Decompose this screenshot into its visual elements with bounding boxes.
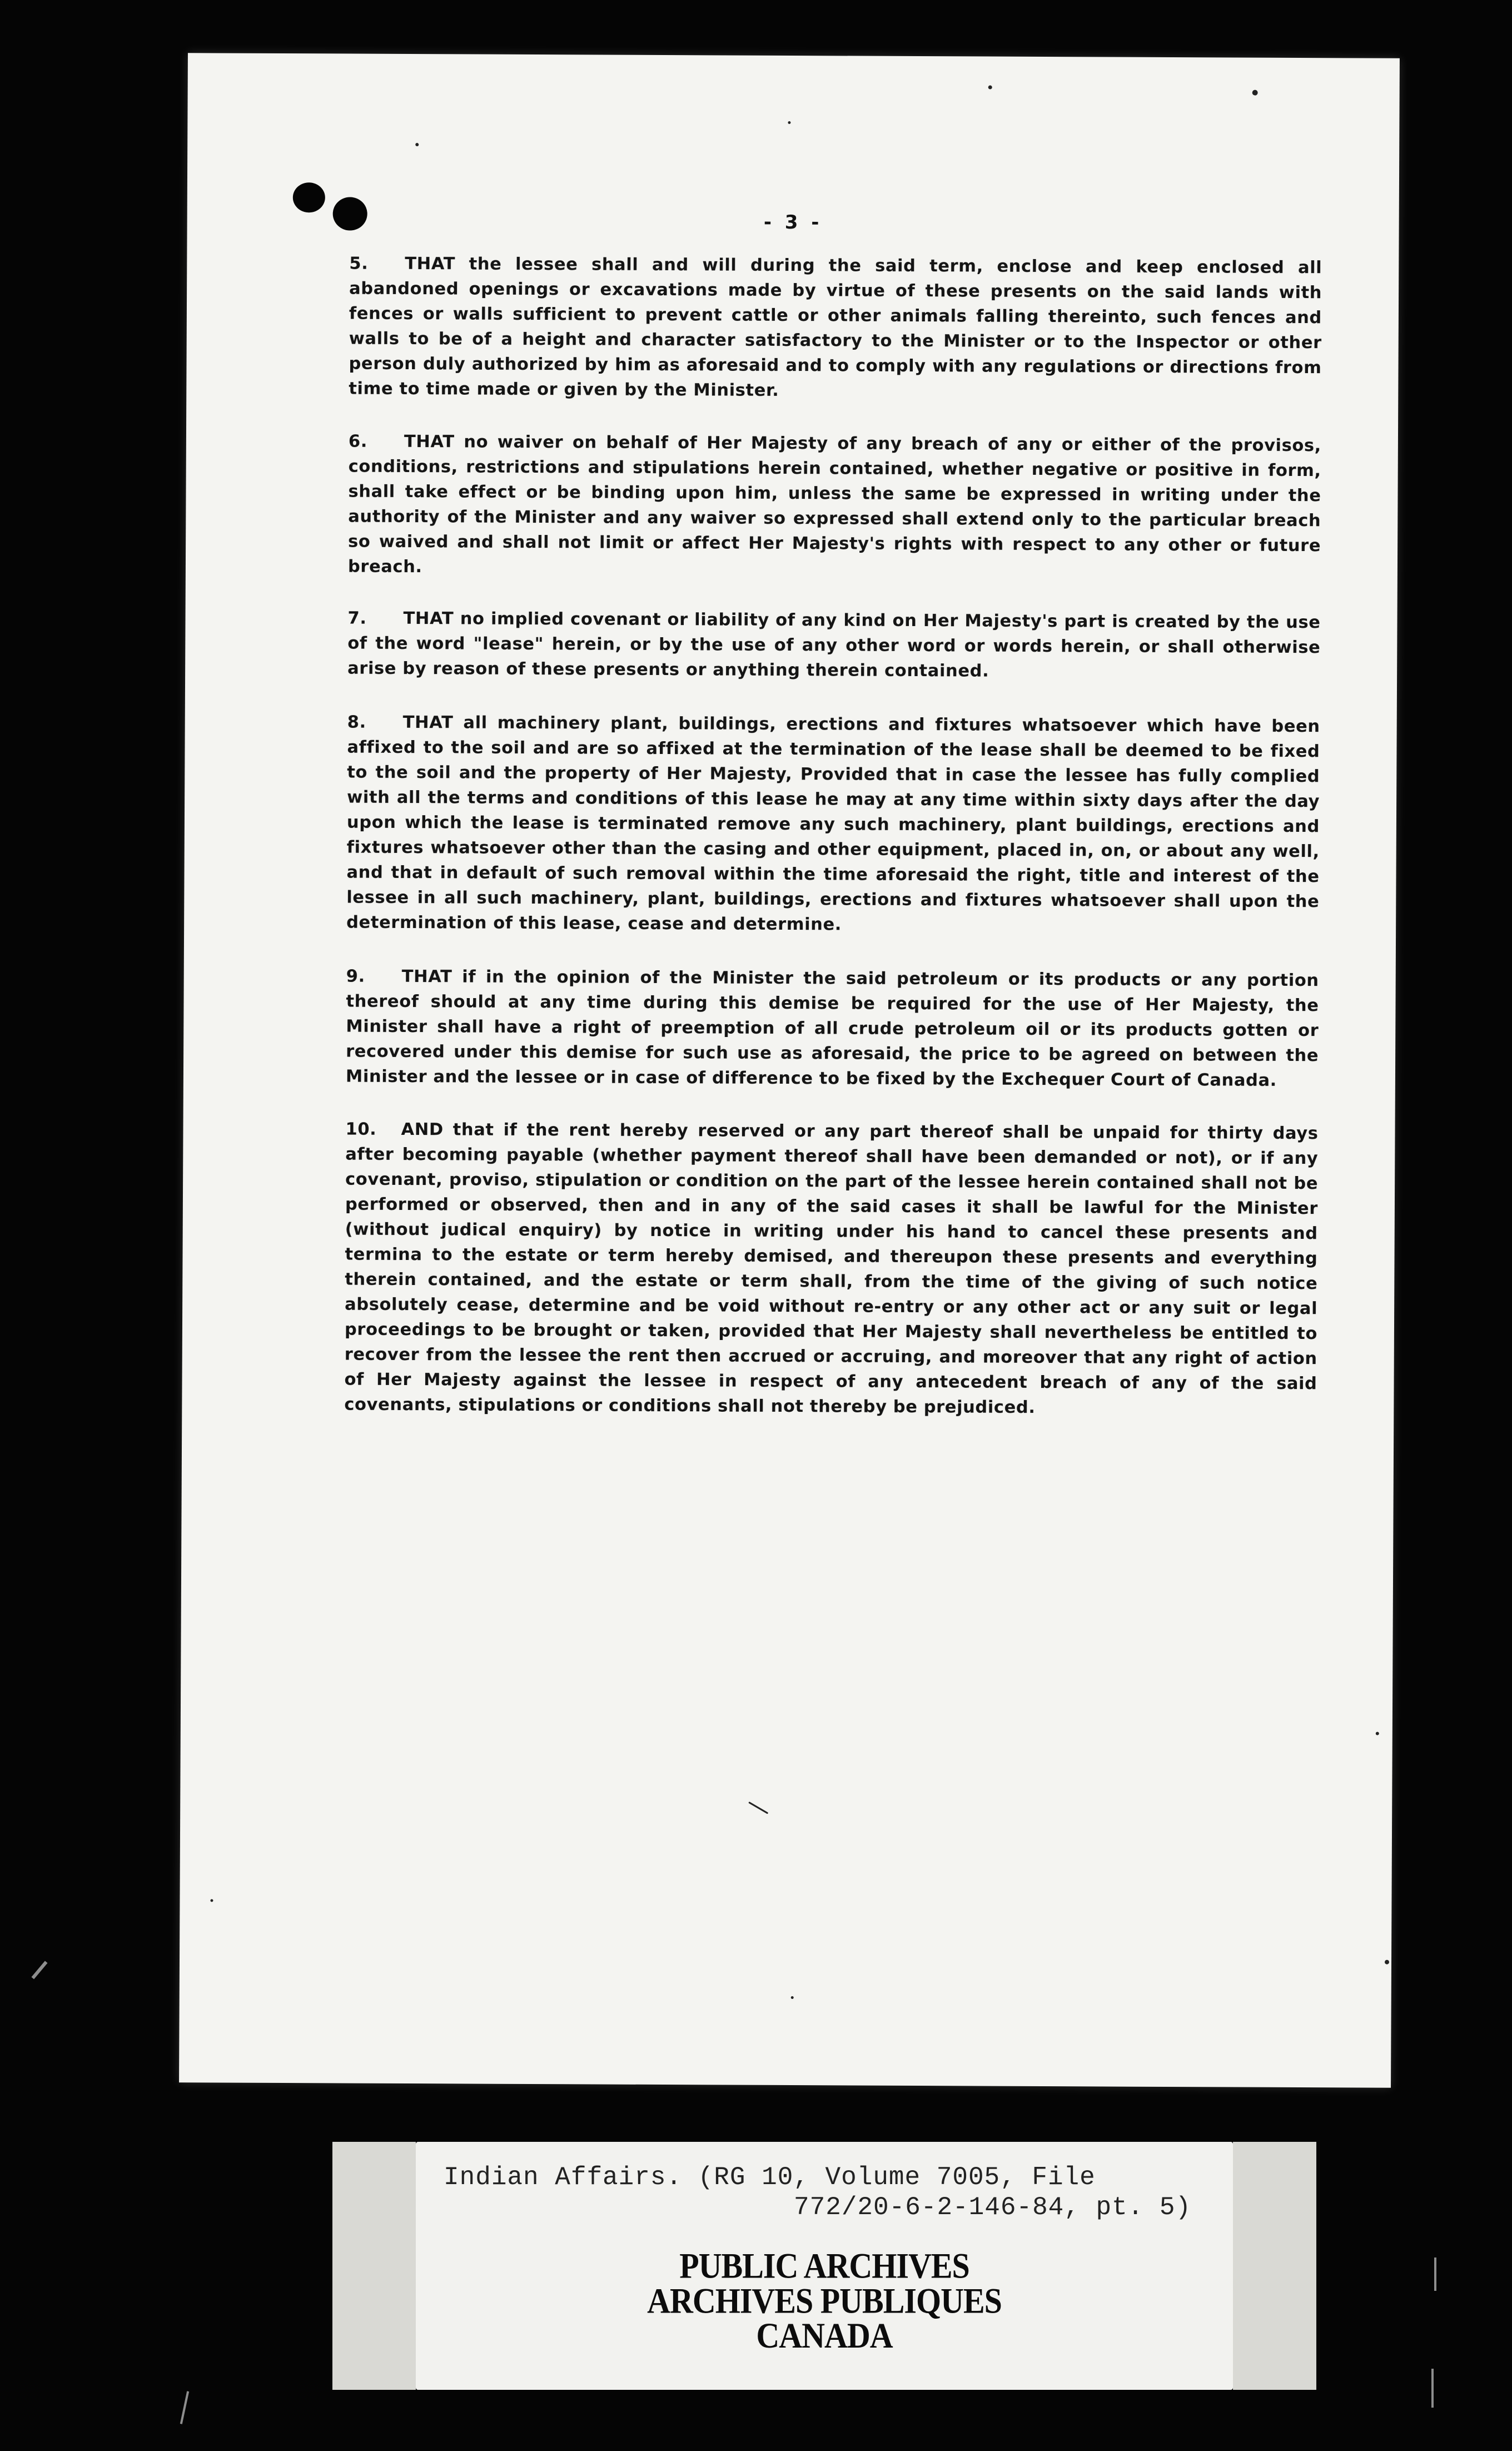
scan-speck — [748, 1802, 768, 1814]
scan-speck — [415, 143, 419, 146]
scan-speck — [1252, 90, 1258, 96]
source-reference-line-2: 772/20-6-2-146-84, pt. 5) — [794, 2193, 1192, 2222]
clause-7 — [347, 606, 1321, 686]
clause-number: 8. — [347, 712, 366, 732]
clause-5 — [349, 251, 1322, 406]
clause-number: 9. — [346, 966, 365, 986]
scan-speck — [1385, 1960, 1389, 1964]
clause-number: 10. — [345, 1119, 377, 1139]
film-edge-mark — [31, 1961, 47, 1979]
clause-number: 5. — [349, 254, 369, 274]
film-edge-mark — [1434, 2258, 1436, 2291]
film-edge-mark — [1431, 2369, 1434, 2408]
stamp-line-2: ARCHIVES PUBLIQUES — [647, 2280, 1002, 2321]
body-text — [344, 251, 1322, 1447]
clause-text: THAT no waiver on behalf of Her Majesty of any breach of any or either of the provisos, conditions, restrictions and stipulations herein contained, whether negative or positive in form, shall take effect or be binding upon him, unless the same be expressed in writing under the authority of the Minister and any waiver so expressed shall extend only to the particular breach so waived and shall not limit or affect Her Majesty's rights with respect to any other or future breach. — [347, 431, 1321, 577]
clause-text: AND that if the rent hereby reserved or any part thereof shall be unpaid for thirty days after becoming payable (whether payment thereof shall have been demanded or not), or if any covenant, proviso, stipulation or condition on the part of the lessee herein contained shall not be performed or observed, then and in any of the said cases it shall be lawful for the Minister (without judical enquiry) by notice in writing under his hand to cancel these presents and termina to the estate or term hereby demised, and thereupon these presents and everything therein contained, and the estate or term shall, from the time of the giving of such notice absolutely cease, determine and be void without re-entry or any other act or any suit or legal proceedings to be brought or taken, provided that Her Majesty shall nevertheless be entitled to recover from the lessee the rent then accrued or accruing, and moreover that any right of action of Her Majesty against the lessee in respect of any antecedent breach of any of the said covenants, stipulations or conditions shall not thereby be prejudiced. — [344, 1119, 1319, 1417]
scan-speck — [1376, 1732, 1379, 1735]
card-left-stub — [332, 2142, 416, 2390]
clause-text: THAT all machinery plant, buildings, erections and fixtures whatsoever which have been affixed to the soil and are so affixed at the termination of the lease shall be deemed to be fixed to the soil and the property of Her Majesty, Provided that in case the lessee has fully complied with all the terms and conditions of this lease he may at any time within sixty days after the day upon which the lease is terminated remove any such machinery, plant buildings, erections and fixtures whatsoever other than the casing and other equipment, placed in, on, or about any well, and that in default of such removal within the time aforesaid the right, title and interest of the lessee in all such machinery, plant, buildings, erections and fixtures whatsoever shall upon the determination of this lease, cease and determine. — [346, 712, 1320, 935]
clause-9 — [346, 964, 1319, 1094]
clause-8 — [346, 710, 1320, 940]
card-right-stub — [1233, 2142, 1316, 2390]
punch-hole — [293, 182, 325, 212]
clause-text: THAT no implied covenant or liability of any kind on Her Majesty's part is created by the use of the word "lease" herein, or by the use of any other word or words herein, or shall otherwise arise by reason of these presents or anything therein contained. — [347, 608, 1321, 681]
stamp-line-1: PUBLIC ARCHIVES — [679, 2245, 969, 2286]
clause-number: 6. — [348, 431, 368, 452]
document-page — [179, 53, 1400, 2087]
source-reference-line-1: Indian Affairs. (RG 10, Volume 7005, File — [444, 2163, 1096, 2192]
clause-6 — [348, 429, 1321, 584]
stamp-line-3: CANADA — [756, 2315, 893, 2356]
scan-speck — [788, 121, 790, 124]
scan-speck — [988, 86, 992, 90]
clause-text: THAT if in the opinion of the Minister the said petroleum or its products or any portion thereof should at any time during this demise be required for the use of Her Majesty, the Minister shall have a right of preemption of all crude petroleum oil or its products gotten or recovered under this demise for such use as aforesaid, the price to be agreed on between the Minister and the lessee or in case of difference to be fixed by the Exchequer Court of Canada. — [345, 966, 1319, 1090]
archive-label-card — [416, 2142, 1233, 2390]
scan-speck — [210, 1899, 213, 1902]
scan-speck — [791, 1996, 794, 1999]
archives-stamp — [416, 2245, 1233, 2356]
clause-text: THAT the lessee shall and will during the said term, enclose and keep enclosed all abandoned openings or excavations made by virtue of these presents on the said lands with fences or walls sufficient to prevent cattle or other animals falling thereinto, such fences and walls to be of a height and character satisfactory to the Minister or to the Inspector or other person duly authorized by him as aforesaid and to comply with any regulations or directions from time to time made or given by the Minister. — [349, 254, 1322, 400]
clause-10 — [344, 1117, 1318, 1422]
page-number: - 3 - — [763, 211, 823, 234]
film-edge-mark — [180, 2391, 189, 2424]
clause-number: 7. — [347, 608, 367, 628]
